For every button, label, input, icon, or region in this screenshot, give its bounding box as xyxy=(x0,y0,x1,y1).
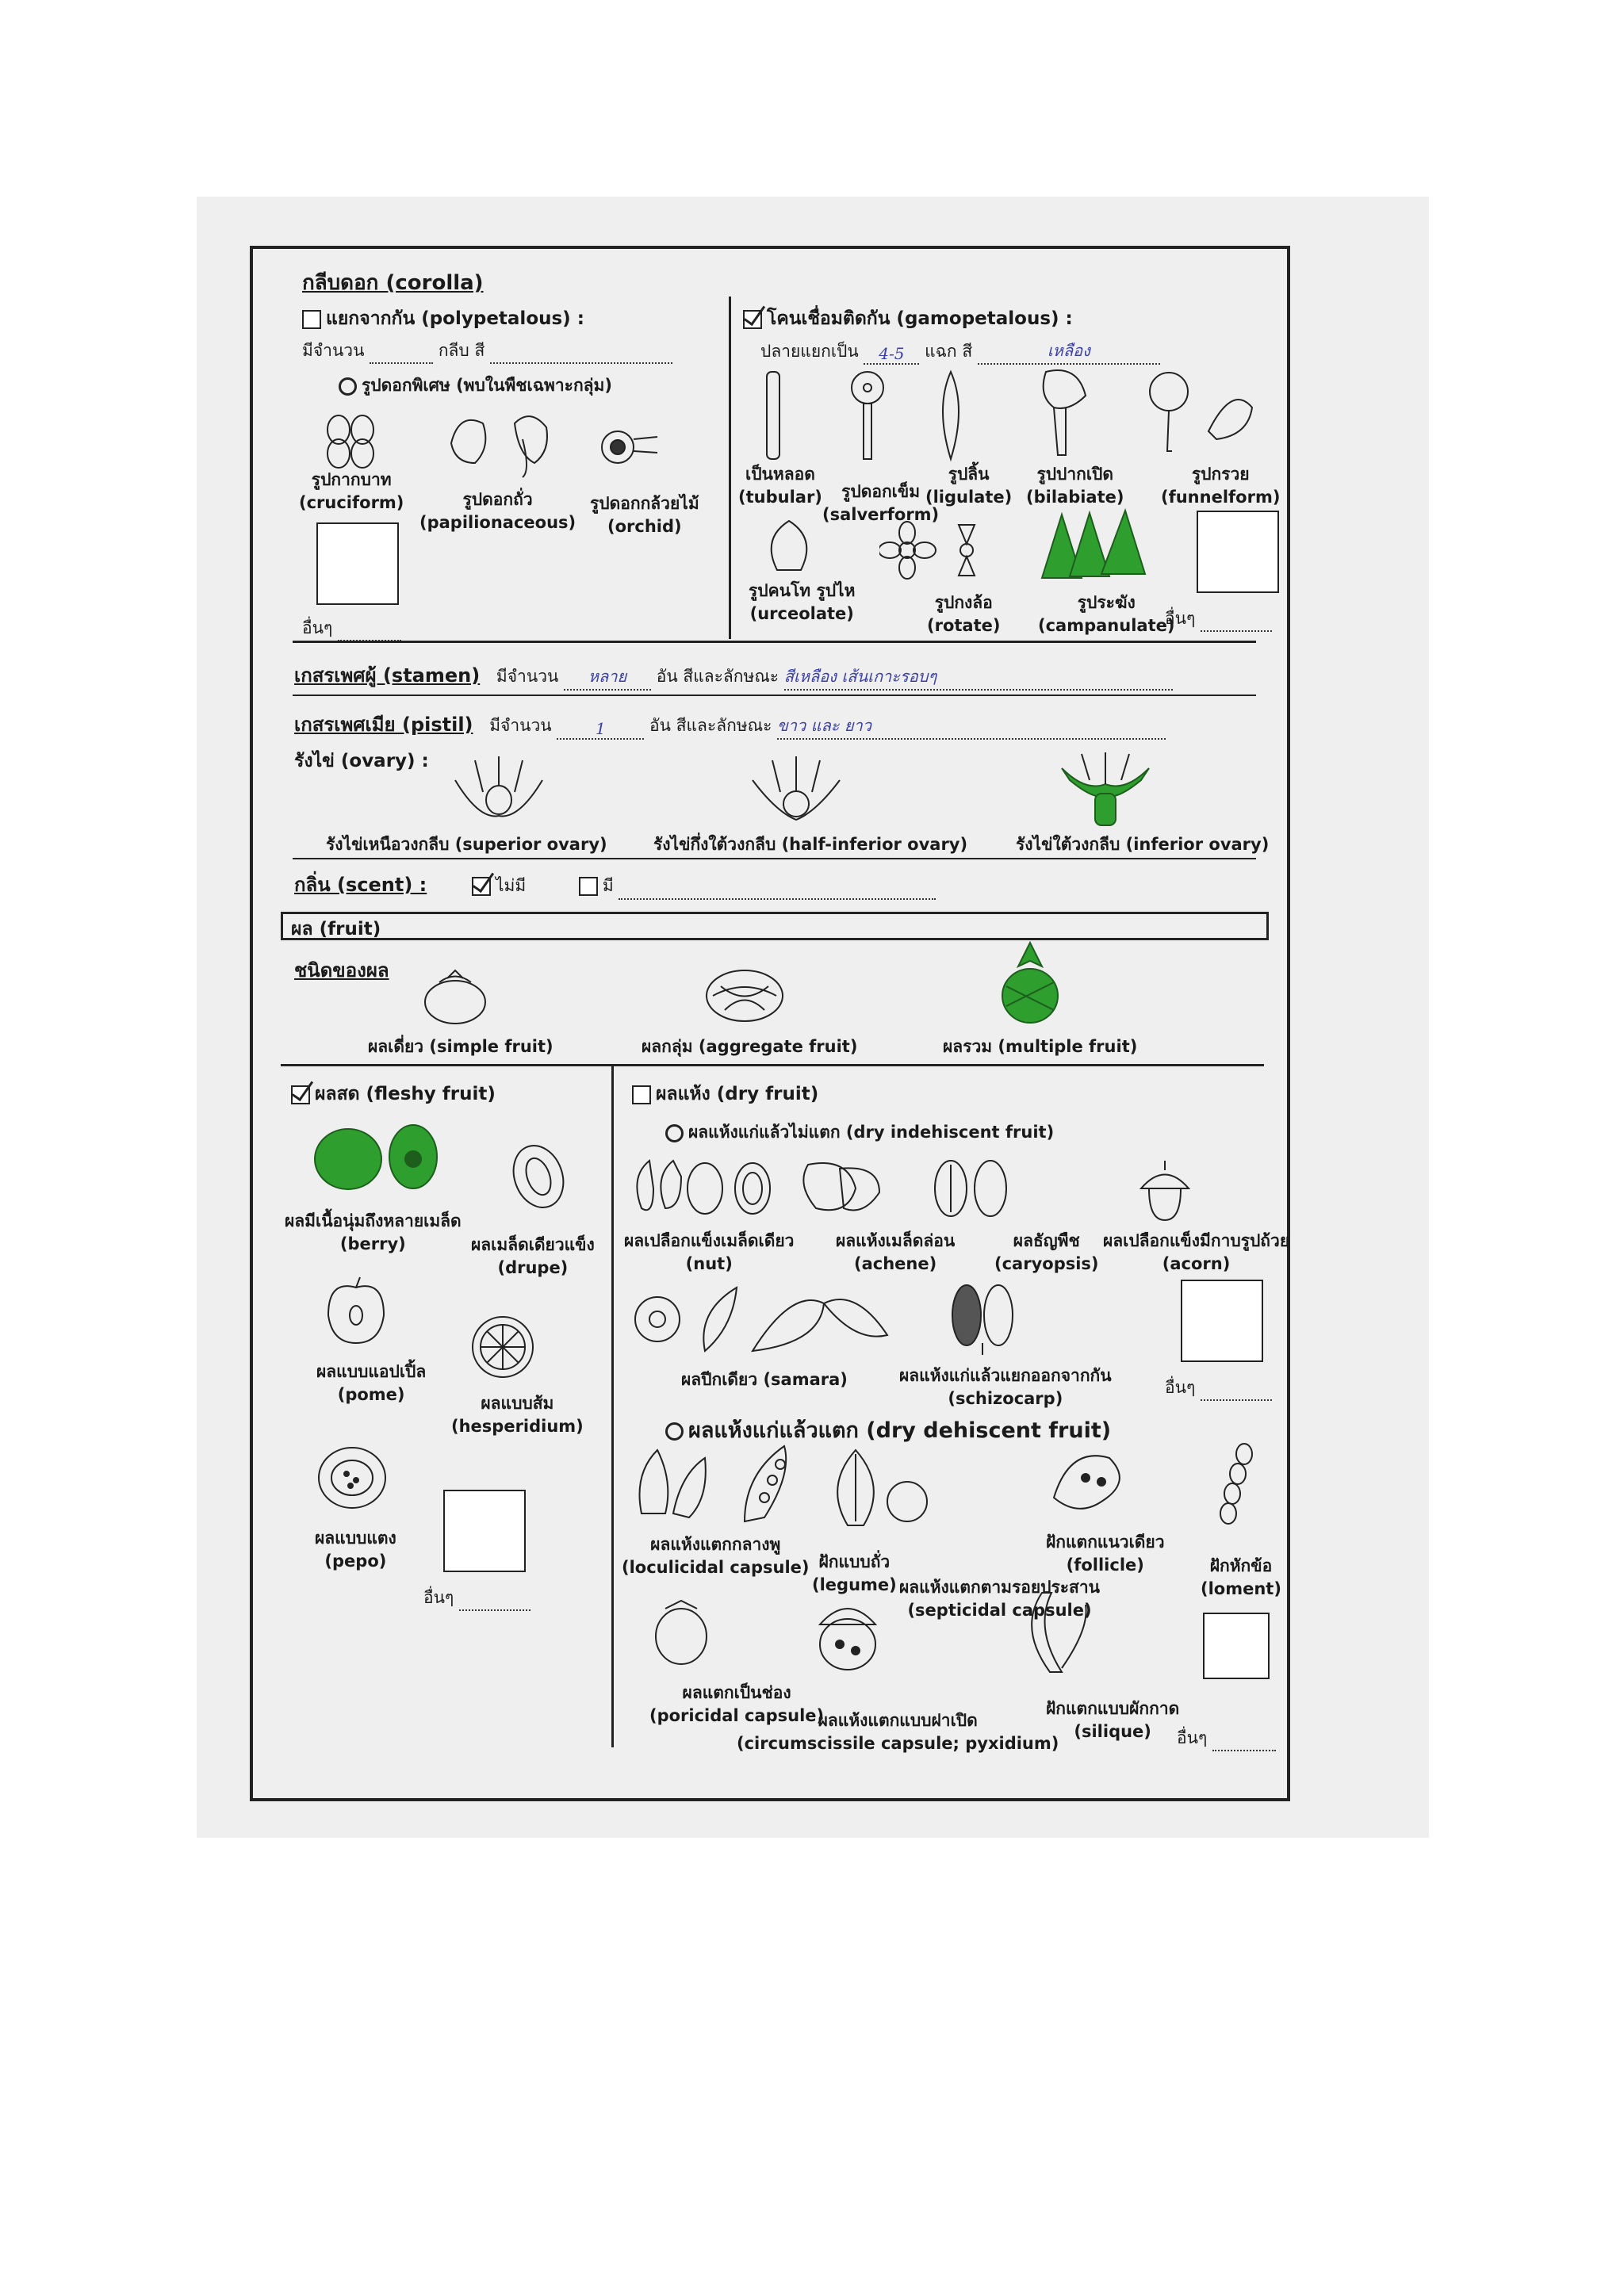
septicidal-icon xyxy=(837,1450,927,1525)
scent-detail-input[interactable] xyxy=(619,898,936,900)
special-flower-option[interactable] xyxy=(339,373,612,399)
funnelform-caption: รูปกรวย (funnelform) xyxy=(1161,465,1281,507)
fleshy-other-line xyxy=(423,1585,530,1611)
special-radio-icon[interactable] xyxy=(339,377,357,396)
worksheet xyxy=(250,246,1290,1801)
pistil-count-label: มีจำนวน xyxy=(489,716,552,735)
silique-icon xyxy=(1032,1593,1086,1672)
inferior-ovary-label: รังไข่ใต้วงกลีบ (inferior ovary) xyxy=(1016,835,1270,854)
corolla-title: กลีบดอก (corolla) xyxy=(302,271,484,295)
stamen-unit: อัน xyxy=(656,667,678,686)
superior-ovary-icon xyxy=(447,748,550,824)
funnelform-flower-icon xyxy=(1145,368,1256,455)
stamen-count-label: มีจำนวน xyxy=(496,667,559,686)
stamen-count-value[interactable]: หลาย xyxy=(564,664,651,691)
campanulate-caption: รูประฆัง (campanulate) xyxy=(1038,593,1175,635)
pepo-icon xyxy=(315,1442,390,1513)
polypetalous-option[interactable] xyxy=(302,304,584,333)
gamo-color-value[interactable]: เหลือง xyxy=(978,338,1160,365)
legume-icon xyxy=(745,1446,786,1521)
stamen-desc-label: สีและลักษณะ xyxy=(683,667,779,686)
samara-icon xyxy=(635,1288,887,1351)
dehiscent-radio-icon[interactable] xyxy=(665,1422,684,1441)
silique-caption: ฝักแตกแบบผักกาด (silique) xyxy=(1046,1699,1180,1741)
polypetalous-label: แยกจากกัน (polypetalous) : xyxy=(326,308,584,329)
indehiscent-icons-row xyxy=(626,1153,1276,1224)
campanulate-flower-icon xyxy=(1034,507,1161,586)
divider-fruit-types xyxy=(281,1064,1264,1066)
simple-fruit-label: ผลเดี่ยว (simple fruit) xyxy=(368,1037,553,1056)
half-inferior-ovary-label: รังไข่กึ่งใต้วงกลีบ (half-inferior ovary) xyxy=(653,835,968,854)
hesperidium-caption: ผลแบบส้ม (hesperidium) xyxy=(451,1394,584,1436)
dehiscent-other-drawing-box[interactable] xyxy=(1203,1613,1270,1679)
follicle-caption: ฝักแตกแนวเดียว (follicle) xyxy=(1046,1533,1165,1575)
gamopetalous-checkbox[interactable] xyxy=(743,310,762,329)
salverform-caption: รูปดอกเข็ม (salverform) xyxy=(822,482,940,524)
aggregate-fruit-label: ผลกลุ่ม (aggregate fruit) xyxy=(642,1037,858,1056)
indehiscent-other-label: อื่นๆ xyxy=(1165,1378,1196,1397)
nut-caption: ผลเปลือกแข็งเมล็ดเดียว (nut) xyxy=(624,1231,795,1273)
drupe-caption: ผลเมล็ดเดียวแข็ง (drupe) xyxy=(471,1235,595,1277)
inferior-ovary-icon xyxy=(1054,744,1157,828)
fruit-banner xyxy=(281,912,1269,940)
pistil-desc-value[interactable]: ขาว และ ยาว xyxy=(777,713,1166,740)
fleshy-other-drawing-box[interactable] xyxy=(443,1490,526,1572)
simple-fruit-icon xyxy=(419,966,491,1026)
poricidal-icon xyxy=(656,1601,707,1664)
dry-label: ผลแห้ง (dry fruit) xyxy=(656,1084,819,1104)
urceolate-flower-icon xyxy=(757,515,821,578)
superior-ovary-label: รังไข่เหนือวงกลีบ (superior ovary) xyxy=(326,835,607,854)
poricidal-caption: ผลแตกเป็นช่อง (poricidal capsule) xyxy=(649,1683,825,1725)
stamen-row xyxy=(294,660,1173,691)
scent-title: กลิ่น (scent) : xyxy=(294,874,427,896)
pome-icon xyxy=(324,1276,388,1347)
poly-color-label: สี xyxy=(474,341,485,360)
berry-icon xyxy=(310,1121,445,1192)
gamo-other-line xyxy=(1165,606,1272,632)
papilionaceous-flower-icon xyxy=(443,408,562,479)
orchid-caption: รูปดอกกล้วยไม้ (orchid) xyxy=(590,494,699,536)
dehiscent-label: ผลแห้งแก่แล้วแตก (dry dehiscent fruit) xyxy=(688,1418,1112,1443)
poly-count-input[interactable] xyxy=(370,362,433,364)
fruit-kinds-title: ชนิดของผล xyxy=(294,959,389,982)
caryopsis-icon xyxy=(935,1161,1006,1216)
gamo-other-input[interactable] xyxy=(1201,630,1272,632)
gamo-lobe-unit: แฉก xyxy=(925,342,957,361)
dry-checkbox[interactable] xyxy=(632,1085,651,1104)
bilabiate-caption: รูปปากเปิด (bilabiate) xyxy=(1026,465,1124,507)
divider-scent xyxy=(293,858,1256,859)
gamopetalous-lobe-line xyxy=(760,338,1160,365)
pistil-row xyxy=(294,709,1166,740)
pyxidium-caption: ผลแห้งแตกแบบฝาเปิด (circumscissile capsule; pyxidium) xyxy=(737,1711,1059,1753)
poly-other-drawing-box[interactable] xyxy=(316,522,399,605)
fleshy-other-input[interactable] xyxy=(459,1609,530,1611)
multiple-fruit-label: ผลรวม (multiple fruit) xyxy=(943,1037,1138,1056)
fruit-divider xyxy=(611,1066,614,1747)
nut-icon xyxy=(637,1161,770,1214)
corolla-divider xyxy=(729,297,731,639)
fleshy-checkbox[interactable] xyxy=(291,1085,310,1104)
poly-count-label: มีจำนวน xyxy=(302,341,365,360)
achene-icon xyxy=(803,1163,879,1211)
loculicidal-icon xyxy=(640,1450,706,1517)
loment-icon xyxy=(1220,1444,1252,1524)
fleshy-option[interactable] xyxy=(291,1080,496,1108)
rotate-flower-icon xyxy=(879,519,998,582)
papilionaceous-caption: รูปดอกถั่ว (papilionaceous) xyxy=(419,490,576,532)
samara-caption: ผลปีกเดียว (samara) xyxy=(681,1370,848,1389)
ligulate-flower-icon xyxy=(931,368,971,463)
divider-pistil xyxy=(293,695,1256,696)
acorn-caption: ผลเปลือกแข็งมีกาบรูปถ้วย (acorn) xyxy=(1103,1231,1290,1273)
gamo-other-drawing-box[interactable] xyxy=(1197,511,1279,593)
dehiscent-other-input[interactable] xyxy=(1212,1750,1276,1751)
loment-caption: ฝักหักข้อ (loment) xyxy=(1201,1556,1281,1598)
polypetalous-count-line xyxy=(302,338,672,364)
bilabiate-flower-icon xyxy=(1030,364,1094,459)
rotate-caption: รูปกงล้อ (rotate) xyxy=(927,593,1001,635)
legume-caption: ฝักแบบถั่ว (legume) xyxy=(812,1552,897,1594)
gamo-other-label: อื่นๆ xyxy=(1165,609,1196,628)
aggregate-fruit-icon xyxy=(701,962,788,1026)
divider-stamen xyxy=(293,641,1256,643)
berry-caption: ผลมีเนื้อนุ่มถึงหลายเมล็ด (berry) xyxy=(285,1211,462,1253)
fleshy-label: ผลสด (fleshy fruit) xyxy=(315,1084,496,1104)
indehiscent-other-input[interactable] xyxy=(1201,1399,1272,1401)
pistil-desc-label: สีและลักษณะ xyxy=(676,716,772,735)
tubular-caption: เป็นหลอด (tubular) xyxy=(738,465,822,507)
scent-has-checkbox[interactable] xyxy=(579,877,598,896)
ovary-title: รังไข่ (ovary) : xyxy=(294,751,429,771)
gamo-lobe-label: ปลายแยกเป็น xyxy=(760,342,859,361)
indehiscent-other-line xyxy=(1165,1375,1272,1401)
acorn-icon xyxy=(1141,1161,1189,1220)
ligulate-caption: รูปลิ้น (ligulate) xyxy=(925,465,1013,507)
scent-none-label: ไม่มี xyxy=(495,876,527,895)
indehiscent-option[interactable] xyxy=(665,1119,1054,1146)
indehiscent-other-drawing-box[interactable] xyxy=(1181,1280,1263,1362)
dehiscent-other-line xyxy=(1177,1725,1276,1751)
cruciform-flower-icon xyxy=(307,408,394,471)
salverform-flower-icon xyxy=(840,368,895,463)
cruciform-caption: รูปกากบาท (cruciform) xyxy=(299,470,404,512)
poly-other-label: อื่นๆ xyxy=(302,618,333,637)
poly-other-line xyxy=(302,615,401,641)
poly-petal-unit: กลีบ xyxy=(438,341,469,360)
poly-color-input[interactable] xyxy=(490,362,672,364)
dry-option[interactable] xyxy=(632,1080,818,1108)
pistil-title: เกสรเพศเมีย (pistil) xyxy=(294,714,473,736)
septicidal-caption: ผลแห้งแตกตามรอยประสาน (septicidal capsule) xyxy=(899,1578,1101,1620)
drupe-icon xyxy=(507,1141,570,1212)
samara-schizocarp-icons xyxy=(626,1280,1101,1359)
schizocarp-caption: ผลแห้งแก่แล้วแยกออกจากกัน (schizocarp) xyxy=(899,1366,1112,1408)
half-inferior-ovary-icon xyxy=(745,748,848,824)
gamo-color-label: สี xyxy=(962,342,973,361)
multiple-fruit-icon xyxy=(994,939,1066,1026)
pistil-unit: อัน xyxy=(649,716,672,735)
urceolate-caption: รูปคนโท รูปไห (urceolate) xyxy=(749,581,856,623)
polypetalous-checkbox[interactable] xyxy=(302,310,321,329)
pistil-count-value[interactable]: 1 xyxy=(557,719,644,740)
follicle-icon xyxy=(1054,1456,1120,1509)
dehiscent-icons-row1 xyxy=(626,1442,1284,1529)
indehiscent-label: ผลแห้งแก่แล้วไม่แตก (dry indehiscent fruit) xyxy=(688,1123,1055,1142)
gamopetalous-option[interactable] xyxy=(743,304,1073,333)
fleshy-other-label: อื่นๆ xyxy=(423,1588,454,1607)
pome-caption: ผลแบบแอปเปิ้ล (pome) xyxy=(316,1362,427,1404)
hesperidium-icon xyxy=(467,1311,538,1383)
scent-row xyxy=(294,869,936,900)
special-label: รูปดอกพิเศษ (พบในพืชเฉพาะกลุ่ม) xyxy=(362,376,612,395)
stamen-title: เกสรเพศผู้ (stamen) xyxy=(294,664,481,687)
orchid-flower-icon xyxy=(590,419,661,475)
dehiscent-other-label: อื่นๆ xyxy=(1177,1728,1208,1747)
caryopsis-caption: ผลธัญพืช (caryopsis) xyxy=(994,1231,1099,1273)
dehiscent-icons-row2 xyxy=(645,1589,1169,1676)
stamen-desc-value[interactable]: สีเหลือง เส้นเกาะรอบๆ xyxy=(784,664,1173,691)
schizocarp-icon xyxy=(952,1285,1013,1355)
gamopetalous-label: โคนเชื่อมติดกัน (gamopetalous) : xyxy=(767,308,1073,329)
loculicidal-caption: ผลแห้งแตกกลางพู (loculicidal capsule) xyxy=(622,1535,810,1577)
scent-none-checkbox[interactable] xyxy=(472,877,491,896)
fruit-banner-label: ผล (fruit) xyxy=(291,919,381,939)
indehiscent-radio-icon[interactable] xyxy=(665,1124,684,1142)
pyxidium-icon xyxy=(820,1609,875,1670)
achene-caption: ผลแห้งเมล็ดล่อน (achene) xyxy=(836,1231,956,1273)
pepo-caption: ผลแบบแตง (pepo) xyxy=(315,1529,396,1571)
tubular-flower-icon xyxy=(757,368,789,463)
gamo-lobe-value[interactable]: 4-5 xyxy=(864,344,919,365)
scent-has-label: มี xyxy=(602,876,614,895)
